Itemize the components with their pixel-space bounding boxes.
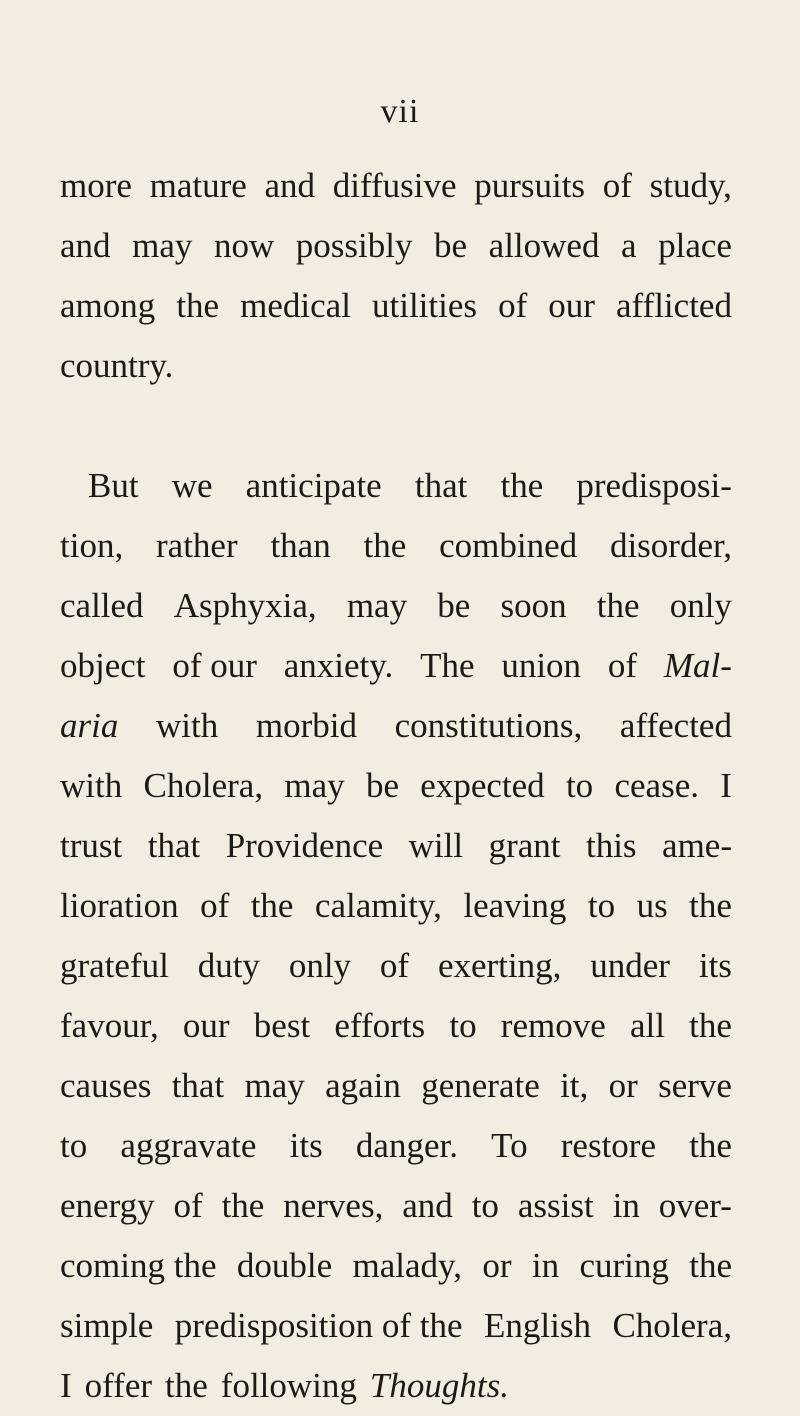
word: mature [149, 166, 247, 205]
word: serve [658, 1066, 732, 1105]
word: country. [60, 346, 174, 385]
word: English [484, 1306, 591, 1345]
word: diffusive [332, 166, 457, 205]
word: grant [488, 826, 561, 865]
text-line [60, 1176, 732, 1236]
word: more [60, 166, 132, 205]
word: But [88, 466, 139, 505]
word: Mal- [663, 646, 732, 685]
text-line [60, 456, 732, 516]
word: aggravate [120, 1126, 257, 1165]
word: this [585, 826, 637, 865]
word: anticipate [245, 466, 382, 505]
text-line [60, 816, 732, 876]
word: the [221, 1186, 265, 1225]
page-text [60, 156, 732, 1416]
word: or [608, 1066, 638, 1105]
word: the [250, 886, 294, 925]
word: efforts [334, 1006, 426, 1045]
word: favour, [60, 1006, 159, 1045]
word: the [689, 1246, 732, 1285]
word: expected [420, 766, 545, 805]
word: the [500, 466, 544, 505]
word: with [60, 766, 123, 805]
word: restore [560, 1126, 656, 1165]
text-line [60, 1056, 732, 1116]
word: all [629, 1006, 665, 1045]
word: best [253, 1006, 311, 1045]
text-line [60, 876, 732, 936]
paragraph-gap [60, 396, 732, 456]
text-line [60, 156, 732, 216]
word: calamity, [314, 886, 442, 925]
word: soon [500, 586, 567, 625]
word: we [171, 466, 213, 505]
word: only [288, 946, 352, 985]
text-line [60, 1236, 732, 1296]
word: Cholera, [143, 766, 264, 805]
word: ame- [662, 826, 732, 865]
word: following [220, 1366, 357, 1405]
word: may [346, 586, 408, 625]
text-line [60, 936, 732, 996]
text-line [60, 996, 732, 1056]
word: simple [60, 1306, 154, 1345]
word: Providence [225, 826, 384, 865]
paragraph [60, 156, 732, 396]
word: Cholera, [612, 1306, 732, 1345]
word: allowed [488, 226, 600, 265]
word: afflicted [616, 286, 732, 325]
word: over- [658, 1186, 732, 1225]
word: to [471, 1186, 499, 1225]
word: it, [560, 1066, 589, 1105]
word: I [720, 766, 732, 805]
word: among [60, 286, 156, 325]
word: malady, [352, 1246, 462, 1285]
word: be [437, 586, 471, 625]
word: constitutions, [394, 706, 583, 745]
word: aria [60, 706, 119, 745]
paragraph [60, 456, 732, 1416]
text-line [60, 636, 732, 696]
word: of [379, 946, 410, 985]
word: affected [619, 706, 732, 745]
page-number: vii [380, 93, 420, 130]
word: called [60, 586, 144, 625]
word: only [669, 586, 732, 625]
word: now [213, 226, 275, 265]
word: lioration [60, 886, 179, 925]
word: of [498, 286, 528, 325]
word: To [491, 1126, 528, 1165]
text-line [60, 1116, 732, 1176]
word: union [501, 646, 582, 685]
word: with [156, 706, 219, 745]
word: exerting, [437, 946, 562, 985]
word: under [590, 946, 670, 985]
word: that [147, 826, 201, 865]
word: may [132, 226, 193, 265]
word: generate [421, 1066, 540, 1105]
word: curing [579, 1246, 669, 1285]
word: study, [649, 166, 732, 205]
word: assist [517, 1186, 594, 1225]
word: be [365, 766, 399, 805]
word: rather [156, 526, 238, 565]
word: disorder, [609, 526, 732, 565]
word: a [621, 226, 637, 265]
word: duty [197, 946, 260, 985]
word: the [689, 1126, 732, 1165]
word: combined [439, 526, 578, 565]
word: of [200, 886, 230, 925]
word: our [548, 286, 595, 325]
word: Thoughts. [369, 1366, 509, 1405]
word: the [689, 886, 732, 925]
text-line [60, 1356, 732, 1416]
word: of our [172, 646, 257, 685]
word: object [60, 646, 146, 685]
word: the [689, 1006, 732, 1045]
word: the [176, 286, 220, 325]
word: in [612, 1186, 640, 1225]
word: may [284, 766, 345, 805]
word: of [607, 646, 638, 685]
word: us [636, 886, 668, 925]
word: that [414, 466, 468, 505]
text-line [60, 276, 732, 336]
word: energy [60, 1186, 155, 1225]
text-line [60, 336, 732, 396]
word: to [60, 1126, 88, 1165]
word: will [408, 826, 464, 865]
word: leaving [463, 886, 567, 925]
word: Asphyxia, [173, 586, 317, 625]
word: double [236, 1246, 333, 1285]
word: and [264, 166, 316, 205]
word: grateful [60, 946, 169, 985]
text-line [60, 696, 732, 756]
word: of [602, 166, 632, 205]
word: the [165, 1366, 208, 1405]
word: trust [60, 826, 123, 865]
word: to [565, 766, 594, 805]
text-line [60, 576, 732, 636]
word: causes [60, 1066, 152, 1105]
word: cease. [614, 766, 699, 805]
word: anxiety. [283, 646, 394, 685]
word: or [482, 1246, 512, 1285]
word: of [173, 1186, 203, 1225]
word: danger. [355, 1126, 458, 1165]
word: may [244, 1066, 305, 1105]
word: remove [500, 1006, 606, 1045]
word: nerves, [283, 1186, 384, 1225]
word: be [434, 226, 468, 265]
text-line [60, 216, 732, 276]
word: predisposition of the [174, 1306, 463, 1345]
word: utilities [372, 286, 477, 325]
text-line [60, 756, 732, 816]
word: I [60, 1366, 72, 1405]
word: morbid [255, 706, 357, 745]
word: to [587, 886, 616, 925]
word: coming the [60, 1246, 217, 1285]
word: again [325, 1066, 401, 1105]
word: tion, [60, 526, 124, 565]
word: offer [84, 1366, 153, 1405]
word: possibly [295, 226, 413, 265]
text-line [60, 1296, 732, 1356]
word: than [270, 526, 331, 565]
word: place [658, 226, 732, 265]
word: The [420, 646, 475, 685]
word: and [60, 226, 111, 265]
word: to [449, 1006, 477, 1045]
word: our [182, 1006, 230, 1045]
word: and [402, 1186, 453, 1225]
word: the [596, 586, 640, 625]
word: its [698, 946, 732, 985]
word: the [363, 526, 407, 565]
word: pursuits [474, 166, 586, 205]
word: medical [240, 286, 351, 325]
text-line [60, 516, 732, 576]
word: that [171, 1066, 225, 1105]
word: its [289, 1126, 323, 1165]
word: predisposi- [576, 466, 732, 505]
word: in [531, 1246, 560, 1285]
